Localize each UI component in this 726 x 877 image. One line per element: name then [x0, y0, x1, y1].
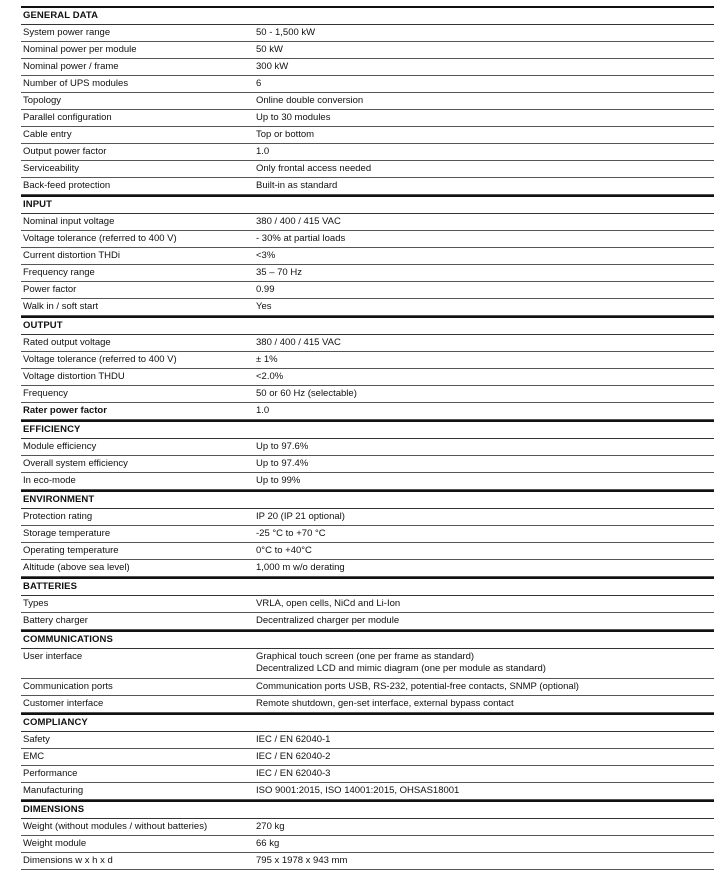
- spec-value: IEC / EN 62040-1: [256, 734, 331, 745]
- spec-label: Number of UPS modules: [23, 78, 129, 89]
- spec-value: - 30% at partial loads: [256, 233, 346, 244]
- spec-label: Manufacturing: [23, 785, 84, 796]
- spec-value: 1,000 m w/o derating: [256, 562, 345, 573]
- spec-row: [21, 509, 714, 526]
- spec-value: 795 x 1978 x 943 mm: [256, 855, 348, 866]
- spec-value: 270 kg: [256, 821, 285, 832]
- spec-row: [21, 214, 714, 231]
- section-header-communications: COMMUNICATIONS: [21, 630, 714, 649]
- spec-label: Performance: [23, 768, 78, 779]
- spec-label: User interface: [23, 651, 83, 662]
- spec-label: Serviceability: [23, 163, 79, 174]
- spec-value: 35 – 70 Hz: [256, 267, 302, 278]
- spec-value: 300 kW: [256, 61, 289, 72]
- spec-value: 1.0: [256, 146, 270, 157]
- spec-value: Decentralized charger per module: [256, 615, 400, 626]
- spec-value: 50 or 60 Hz (selectable): [256, 388, 357, 399]
- spec-row: [21, 110, 714, 127]
- spec-row: [21, 369, 714, 386]
- spec-value: 380 / 400 / 415 VAC: [256, 216, 341, 227]
- spec-label: In eco-mode: [23, 475, 76, 486]
- section-header-output: OUTPUT: [21, 316, 714, 335]
- section-header-efficiency: EFFICIENCY: [21, 420, 714, 439]
- spec-value: Top or bottom: [256, 129, 315, 140]
- spec-row: [21, 59, 714, 76]
- spec-row: [21, 282, 714, 299]
- spec-label: Output power factor: [23, 146, 107, 157]
- spec-value: 0°C to +40°C: [256, 545, 312, 556]
- spec-row: [21, 456, 714, 473]
- spec-value: Online double conversion: [256, 95, 364, 106]
- spec-row: [21, 783, 714, 800]
- spec-label: Operating temperature: [23, 545, 119, 556]
- spec-label: Weight module: [23, 838, 87, 849]
- spec-label: Customer interface: [23, 698, 104, 709]
- spec-row: [21, 679, 714, 696]
- spec-label: Storage temperature: [23, 528, 111, 539]
- spec-label: Parallel configuration: [23, 112, 112, 123]
- spec-label: Topology: [23, 95, 62, 106]
- spec-value: Only frontal access needed: [256, 163, 372, 174]
- spec-value: 6: [256, 78, 262, 89]
- spec-value: 380 / 400 / 415 VAC: [256, 337, 341, 348]
- spec-label: EMC: [23, 751, 45, 762]
- spec-value: IP 20 (IP 21 optional): [256, 511, 345, 522]
- spec-row: [21, 543, 714, 560]
- spec-row: [21, 42, 714, 59]
- spec-label: Rated output voltage: [23, 337, 111, 348]
- spec-label: Types: [23, 598, 49, 609]
- spec-value: 66 kg: [256, 838, 280, 849]
- spec-row: [21, 649, 714, 679]
- spec-value: Up to 99%: [256, 475, 301, 486]
- spec-row: [21, 25, 714, 42]
- spec-value: <2.0%: [256, 371, 284, 382]
- spec-label: Walk in / soft start: [23, 301, 99, 312]
- spec-value: IEC / EN 62040-2: [256, 751, 331, 762]
- spec-row: [21, 127, 714, 144]
- spec-label: Frequency range: [23, 267, 95, 278]
- spec-label: Overall system efficiency: [23, 458, 128, 469]
- spec-label: Nominal power per module: [23, 44, 137, 55]
- spec-value: VRLA, open cells, NiCd and Li-Ion: [256, 598, 401, 609]
- spec-row: [21, 613, 714, 630]
- spec-row: [21, 819, 714, 836]
- spec-label: Voltage tolerance (referred to 400 V): [23, 233, 177, 244]
- spec-value: Graphical touch screen (one per frame as standard) Decentralized LCD and mimic diagram (one per module as standard): [256, 651, 546, 674]
- spec-label: Communication ports: [23, 681, 113, 692]
- spec-row: [21, 386, 714, 403]
- spec-row: [21, 836, 714, 853]
- spec-row: [21, 403, 714, 420]
- spec-label: System power range: [23, 27, 111, 38]
- spec-row: [21, 93, 714, 110]
- spec-label: Dimensions w x h x d: [23, 855, 113, 866]
- spec-label: Protection rating: [23, 511, 93, 522]
- spec-row: [21, 178, 714, 195]
- section-header-batteries: BATTERIES: [21, 577, 714, 596]
- spec-row: [21, 766, 714, 783]
- spec-label: Voltage tolerance (referred to 400 V): [23, 354, 177, 365]
- spec-row: [21, 526, 714, 543]
- spec-value: 50 - 1,500 kW: [256, 27, 316, 38]
- section-header-input: INPUT: [21, 195, 714, 214]
- spec-value: <3%: [256, 250, 276, 261]
- spec-label: Altitude (above sea level): [23, 562, 130, 573]
- section-header-compliancy: COMPLIANCY: [21, 713, 714, 732]
- spec-row: [21, 161, 714, 178]
- spec-value: Built-in as standard: [256, 180, 338, 191]
- spec-value: 1.0: [256, 405, 270, 416]
- spec-row: [21, 696, 714, 713]
- spec-value: Yes: [256, 301, 272, 312]
- spec-label: Cable entry: [23, 129, 72, 140]
- spec-row: [21, 299, 714, 316]
- spec-row: [21, 473, 714, 490]
- section-header-general-data: GENERAL DATA: [21, 6, 714, 25]
- spec-value: IEC / EN 62040-3: [256, 768, 331, 779]
- section-header-environment: ENVIRONMENT: [21, 490, 714, 509]
- spec-row: [21, 265, 714, 282]
- spec-label: Back-feed protection: [23, 180, 111, 191]
- spec-label: Nominal input voltage: [23, 216, 115, 227]
- spec-row: [21, 749, 714, 766]
- spec-row: [21, 248, 714, 265]
- spec-value: Remote shutdown, gen-set interface, external bypass contact: [256, 698, 514, 709]
- spec-row: [21, 231, 714, 248]
- spec-label: Frequency: [23, 388, 68, 399]
- spec-row: [21, 76, 714, 93]
- spec-value: Communication ports USB, RS-232, potential-free contacts, SNMP (optional): [256, 681, 579, 692]
- spec-value: -25 °C to +70 °C: [256, 528, 326, 539]
- spec-row: [21, 853, 714, 870]
- spec-label: Battery charger: [23, 615, 88, 626]
- spec-row: [21, 596, 714, 613]
- spec-sheet: [21, 6, 714, 870]
- spec-label: Current distortion THDi: [23, 250, 120, 261]
- spec-label: Power factor: [23, 284, 77, 295]
- spec-label: Nominal power / frame: [23, 61, 119, 72]
- spec-value: ± 1%: [256, 354, 278, 365]
- spec-label: Safety: [23, 734, 50, 745]
- spec-label: Weight (without modules / without batteries): [23, 821, 208, 832]
- spec-value: Up to 97.4%: [256, 458, 309, 469]
- spec-row: [21, 144, 714, 161]
- spec-row: [21, 732, 714, 749]
- spec-value: 0.99: [256, 284, 275, 295]
- section-header-dimensions: DIMENSIONS: [21, 800, 714, 819]
- spec-label: Rater power factor: [23, 405, 107, 416]
- spec-row: [21, 560, 714, 577]
- spec-value: Up to 30 modules: [256, 112, 331, 123]
- spec-value: Up to 97.6%: [256, 441, 309, 452]
- spec-row: [21, 352, 714, 369]
- spec-label: Module efficiency: [23, 441, 97, 452]
- spec-value: ISO 9001:2015, ISO 14001:2015, OHSAS18001: [256, 785, 460, 796]
- spec-value: 50 kW: [256, 44, 283, 55]
- spec-label: Voltage distortion THDU: [23, 371, 125, 382]
- spec-row: [21, 439, 714, 456]
- spec-row: [21, 335, 714, 352]
